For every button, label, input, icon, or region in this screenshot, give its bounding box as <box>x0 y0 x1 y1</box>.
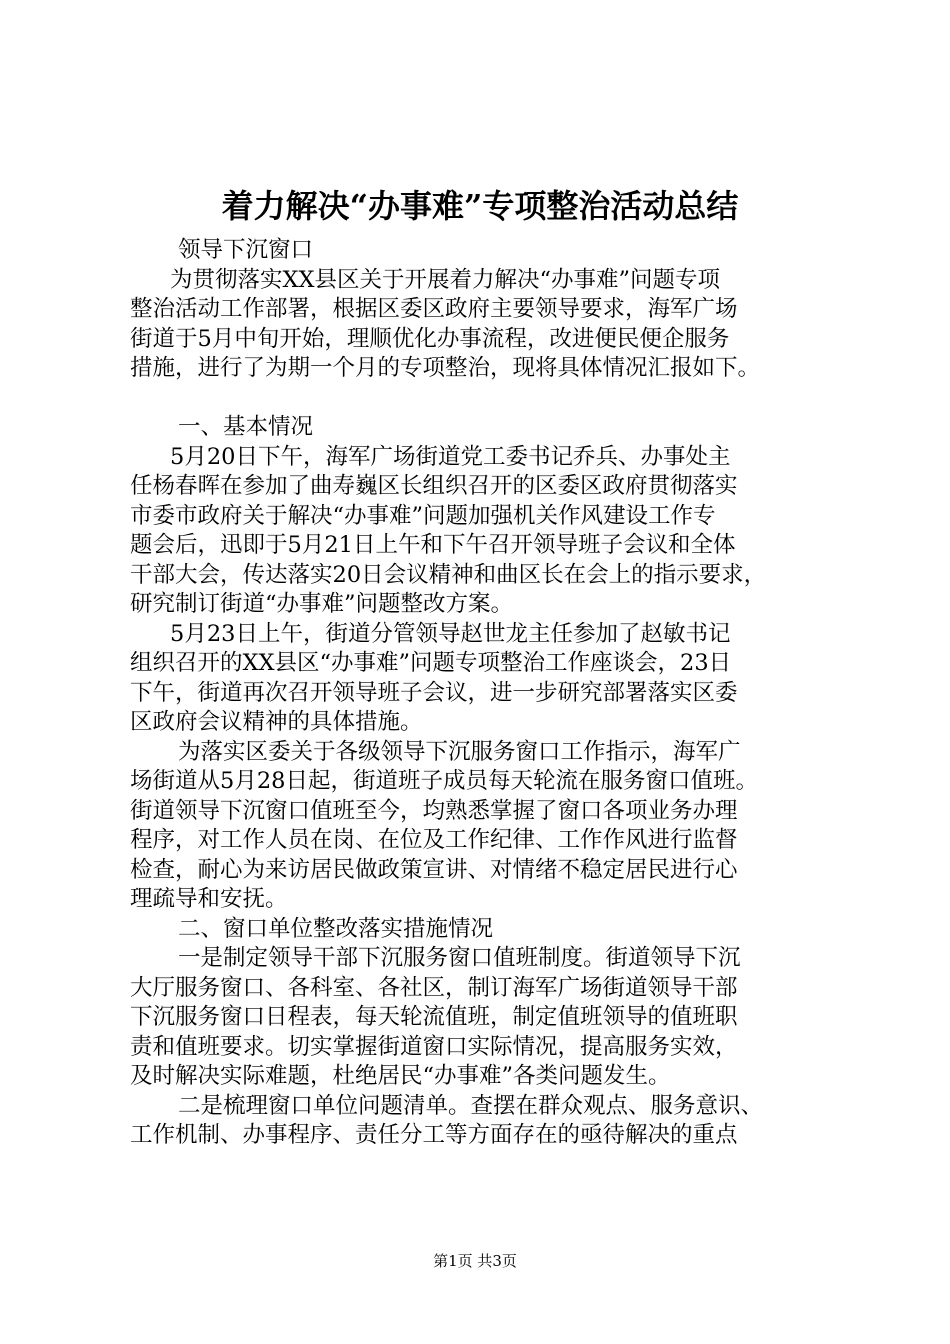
paragraph-line: 检查，耐心为来访居民做政策宣讲、对情绪不稳定居民进行心 <box>130 856 738 883</box>
paragraph-line: 组织召开的XX县区“办事难”问题专项整治工作座谈会，23日 <box>130 650 732 676</box>
paragraph-line: 理疏导和安抚。 <box>130 886 288 912</box>
paragraph-line: 5月20日下午，海军广场街道党工委书记乔兵、办事处主 <box>170 443 731 470</box>
paragraph-line: 干部大会，传达落实20日会议精神和曲区长在会上的指示要求， <box>130 561 767 588</box>
paragraph-line: 街道于5月中旬开始，理顺优化办事流程，改进便民便企服务 <box>130 325 730 352</box>
paragraph-line: 任杨春晖在参加了曲寿巍区长组织召开的区委区政府贯彻落实 <box>130 473 738 499</box>
paragraph-line: 工作机制、办事程序、责任分工等方面存在的亟待解决的重点 <box>130 1122 738 1148</box>
paragraph-line: 措施，进行了为期一个月的专项整治，现将具体情况汇报如下。 <box>130 355 761 381</box>
paragraph-line: 区政府会议精神的具体措施。 <box>130 709 423 735</box>
section-heading: 二、窗口单位整改落实措施情况 <box>178 915 494 942</box>
section-heading: 一、基本情况 <box>178 414 314 440</box>
document-title: 着力解决“办事难”专项整治活动总结 <box>221 187 739 225</box>
paragraph-line: 市委市政府关于解决“办事难”问题加强机关作风建设工作专 <box>130 502 716 529</box>
paragraph-line: 及时解决实际难题，杜绝居民“办事难”各类问题发生。 <box>130 1063 671 1089</box>
paragraph-line: 研究制订街道“办事难”问题整改方案。 <box>130 591 514 617</box>
subtitle-line: 领导下沉窗口 <box>178 237 314 263</box>
paragraph-line: 5月23日上午，街道分管领导赵世龙主任参加了赵敏书记 <box>170 620 731 647</box>
paragraph-line: 为贯彻落实XX县区关于开展着力解决“办事难”问题专项 <box>170 266 721 293</box>
paragraph-line: 二是梳理窗口单位问题清单。查摆在群众观点、服务意识、 <box>178 1092 764 1119</box>
document-body <box>130 236 830 1151</box>
paragraph-line: 程序，对工作人员在岗、在位及工作纪律、工作作风进行监督 <box>130 827 738 853</box>
blank-line <box>130 384 830 414</box>
paragraph-line: 题会后，迅即于5月21日上午和下午召开领导班子会议和全体 <box>130 532 736 558</box>
paragraph-line: 下沉服务窗口日程表，每天轮流值班，制定值班领导的值班职 <box>130 1004 738 1030</box>
paragraph-line: 责和值班要求。切实掌握街道窗口实际情况，提高服务实效， <box>130 1033 738 1060</box>
paragraph-line: 街道领导下沉窗口值班至今，均熟悉掌握了窗口各项业务办理 <box>130 797 738 824</box>
paragraph-line: 场街道从5月28日起，街道班子成员每天轮流在服务窗口值班。 <box>130 768 758 794</box>
paragraph-line: 大厅服务窗口、各科室、各社区，制订海军广场街道领导干部 <box>130 974 738 1001</box>
page-number: 第1页 共3页 <box>433 1252 517 1270</box>
paragraph-line: 整治活动工作部署，根据区委区政府主要领导要求，海军广场 <box>130 296 738 322</box>
paragraph-line: 一是制定领导干部下沉服务窗口值班制度。街道领导下沉 <box>178 945 741 971</box>
paragraph-line: 下午，街道再次召开领导班子会议，进一步研究部署落实区委 <box>130 679 738 706</box>
paragraph-line: 为落实区委关于各级领导下沉服务窗口工作指示，海军广 <box>178 738 741 765</box>
